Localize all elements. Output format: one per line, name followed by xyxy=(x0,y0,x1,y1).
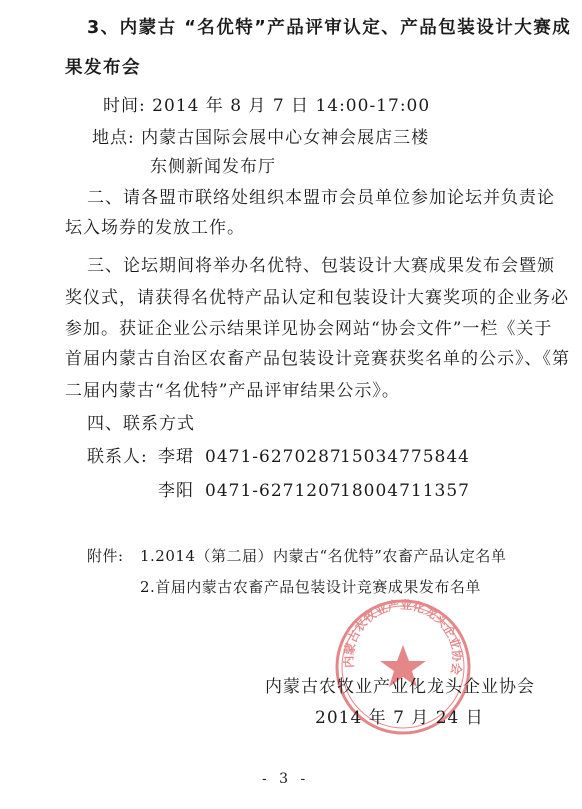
item3-line5: 二届内蒙古“名优特”产品评审结果公示》。 xyxy=(65,381,400,401)
contact-mobile: 18004711357 xyxy=(340,481,470,501)
section3-title-line1: 3、内蒙古 “名优特”产品评审认定、产品包装设计大赛成 xyxy=(87,18,572,38)
item4-title: 四、联系方式 xyxy=(87,414,195,434)
contact-name: 李阳 xyxy=(158,481,194,501)
item3-line4: 首届内蒙古自治区农畜产品包装设计竞赛获奖名单的公示》、《第 xyxy=(65,349,570,369)
signature-org: 内蒙古农牧业产业化龙头企业协会 xyxy=(265,677,535,697)
contact-label: 联系人: xyxy=(87,447,148,467)
item3-line2: 奖仪式，请获得名优特产品认定和包装设计大赛奖项的企业务必 xyxy=(65,288,569,308)
attachments-label: 附件: xyxy=(87,547,124,565)
contact-phone: 0471-6270287 xyxy=(205,447,342,467)
attachment-item-2: 2.首届内蒙古农畜产品包装设计竞赛成果发布名单 xyxy=(140,578,481,596)
contact-phone: 0471-6271207 xyxy=(205,481,342,501)
item3-line1: 三、论坛期间将举办名优特、包装设计大赛成果发布会暨颁 xyxy=(87,256,555,276)
event-place: 地点: 内蒙古国际会展中心女神会展店三楼 xyxy=(92,128,430,148)
item3-line3: 参加。获证企业公示结果详见协会网站“协会文件”一栏《关于 xyxy=(65,319,553,339)
contact-name: 李珺 xyxy=(158,447,194,467)
item2-line2: 坛入场券的发放工作。 xyxy=(65,218,245,238)
page-number: - 3 - xyxy=(262,771,310,787)
event-place-cont: 东侧新闻发布厅 xyxy=(150,157,276,177)
seal-text: 内蒙古农牧业产业化龙头企业协会 xyxy=(341,597,465,676)
section3-title-line2: 果发布会 xyxy=(65,58,141,78)
event-time: 时间: 2014 年 8 月 7 日 14:00-17:00 xyxy=(103,96,431,116)
item2-line1: 二、请各盟市联络处组织本盟市会员单位参加论坛并负责论 xyxy=(87,188,555,208)
attachment-item-1: 1.2014（第二届）内蒙古“名优特”农畜产品认定名单 xyxy=(140,547,507,565)
contact-mobile: 15034775844 xyxy=(340,447,470,467)
signature-date: 2014 年 7 月 24 日 xyxy=(315,708,484,728)
